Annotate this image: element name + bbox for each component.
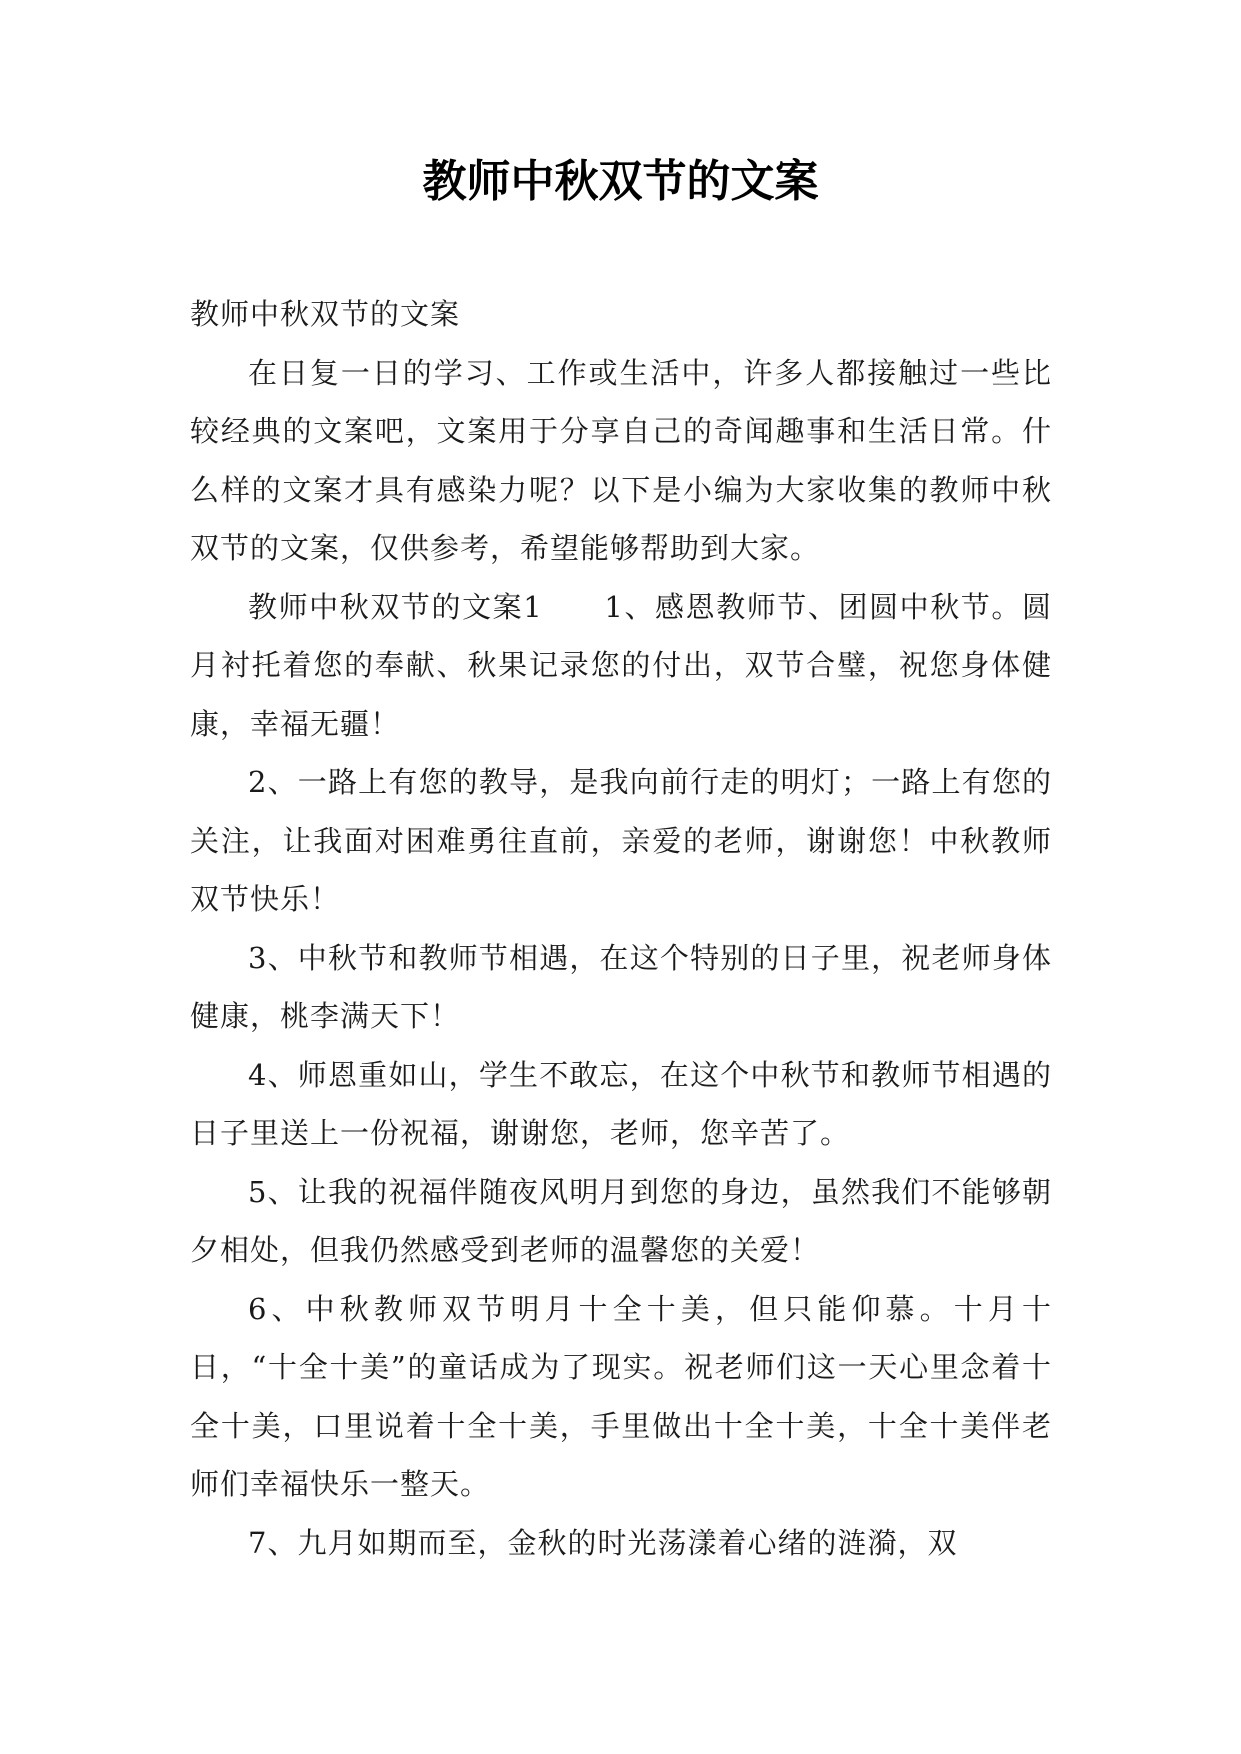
document-subtitle: 教师中秋双节的文案: [190, 297, 461, 331]
document-title: 教师中秋双节的文案: [422, 156, 819, 207]
wish-paragraph-3: 3、中秋节和教师节相遇，在这个特别的日子里，祝老师身体健康，桃李满天下！: [190, 940, 1052, 1033]
document-body: [190, 285, 1052, 1572]
wish-paragraph-4: 4、师恩重如山，学生不敢忘，在这个中秋节和教师节相遇的日子里送上一份祝福，谢谢您，老师，您辛苦了。: [190, 1057, 1052, 1150]
intro-paragraph: 在日复一日的学习、工作或生活中，许多人都接触过一些比较经典的文案吧，文案用于分享自己的奇闻趣事和生活日常。什么样的文案才具有感染力呢？以下是小编为大家收集的教师中秋双节的文案，仅供参考，希望能够帮助到大家。: [190, 355, 1052, 565]
wish-paragraph-6: 6、中秋教师双节明月十全十美，但只能仰慕。十月十日，“十全十美”的童话成为了现实。祝老师们这一天心里念着十全十美，口里说着十全十美，手里做出十全十美，十全十美伴老师们幸福快乐一整天。: [190, 1291, 1052, 1501]
wish-paragraph-1: 教师中秋双节的文案1 1、感恩教师节、团圆中秋节。圆月衬托着您的奉献、秋果记录您的付出，双节合璧，祝您身体健康，幸福无疆！: [190, 589, 1052, 741]
wish-paragraph-2: 2、一路上有您的教导，是我向前行走的明灯；一路上有您的关注，让我面对困难勇往直前，亲爱的老师，谢谢您！中秋教师双节快乐！: [190, 765, 1052, 916]
wish-paragraph-7: 7、九月如期而至，金秋的时光荡漾着心绪的涟漪，双: [248, 1525, 958, 1560]
wish-paragraph-5: 5、让我的祝福伴随夜风明月到您的身边，虽然我们不能够朝夕相处，但我仍然感受到老师的温馨您的关爱！: [190, 1174, 1052, 1267]
